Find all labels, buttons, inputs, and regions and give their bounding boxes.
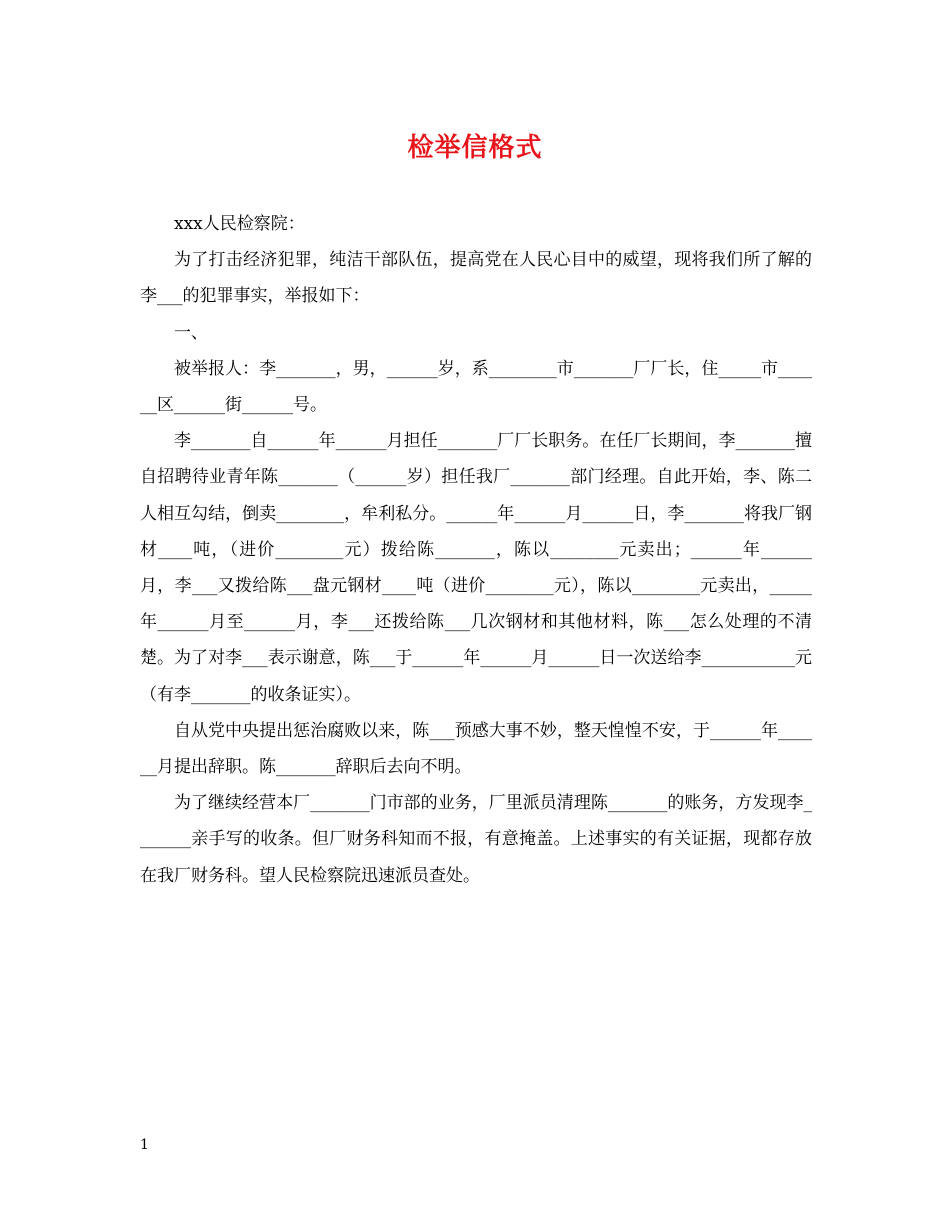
letter-body	[140, 206, 812, 894]
intro-paragraph: 为了打击经济犯罪，纯洁干部队伍，提高党在人民心目中的威望，现将我们所了解的李___的犯罪事实，举报如下：	[140, 250, 812, 307]
document-title: 检举信格式	[407, 133, 543, 163]
evidence-paragraph: 为了继续经营本厂_______门市部的业务，厂里派员清理陈_______的账务，方发现李_______亲手写的收条。但厂财务科知而不报，有意掩盖。上述事实的有关证据，现都存放在我厂财务科。望人民检察院迅速派员查处。	[140, 793, 812, 886]
accused-info-paragraph: 被举报人：李_______，男，______岁，系________市_______厂厂长，住_____市______区______街______号。	[140, 358, 812, 416]
page-number: 1	[140, 1137, 149, 1153]
salutation: xxx人民检察院：	[174, 214, 305, 234]
section-heading: 一、	[174, 322, 208, 343]
facts-paragraph: 李_______自______年______月担任_______厂厂长职务。在任厂长期间，李_______擅自招聘待业青年陈_______（______岁）担任我厂_______部门经理。自此开始，李、陈二人相互勾结，倒卖________，牟利私分。______年______月______日，李_______将我厂钢材____吨，（进价________元）拨给陈_______，陈以________元卖出；______年______月，李___又拨给陈___盘元钢材____吨（进价________元），陈以________元卖出，_____年______月至______月，李___还拨给陈___几次钢材和其他材料，陈___怎么处理的不清楚。为了对李___表示谢意，陈___于______年______月______日一次送给李___________元（有李_______的收条证实）。	[140, 431, 812, 705]
resignation-paragraph: 自从党中央提出惩治腐败以来，陈___预感大事不妙，整天惶惶不安，于______年______月提出辞职。陈_______辞职后去向不明。	[140, 720, 812, 778]
